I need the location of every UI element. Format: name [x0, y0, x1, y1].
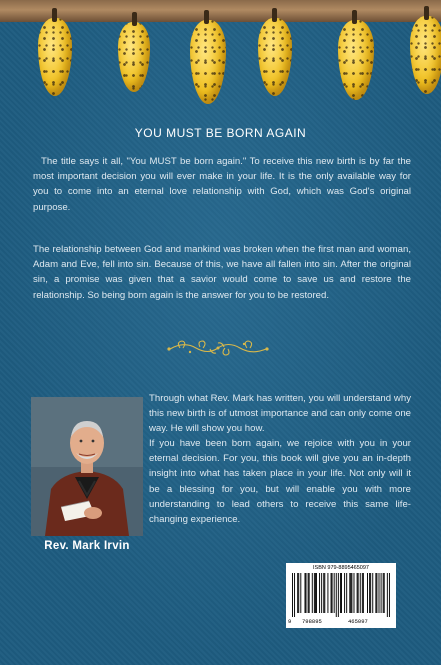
barcode-bar — [340, 573, 341, 613]
barcode-bar — [372, 573, 373, 613]
barcode-bar — [360, 573, 361, 613]
barcode-bar — [379, 573, 380, 613]
chrysalis-image — [338, 20, 374, 100]
barcode-bar — [370, 573, 371, 613]
author-paragraph: Through what Rev. Mark has written, you will understand why this new birth is of utmost importance and can only come one way. He will show you how. — [149, 393, 411, 435]
barcode-bar — [338, 573, 339, 617]
barcode-bar — [312, 573, 313, 613]
barcode-digit-group-right: 465097 — [348, 618, 368, 625]
barcode-bar — [319, 573, 320, 613]
barcode-bar — [336, 573, 337, 617]
barcode-bar — [308, 573, 309, 613]
barcode-bar — [298, 573, 299, 613]
barcode-bar — [387, 573, 388, 617]
barcode-bar — [300, 573, 301, 613]
barcode-bar — [351, 573, 352, 613]
intro-paragraph: The title says it all, "You MUST be born again." To receive this new birth is by far the most important decision you will ever make in your life. It is the only available way for you to come into an eternal love relationship with God, which was God's original purpose. — [33, 156, 411, 213]
chrysalis-image — [258, 18, 292, 96]
barcode-bar — [324, 573, 325, 613]
barcode-bar — [376, 573, 377, 613]
barcode-bar — [375, 573, 376, 613]
barcode-digit-group-left: 798895 — [302, 618, 322, 625]
barcode-bar — [362, 573, 363, 613]
barcode-bar — [305, 573, 306, 613]
chrysalis-image — [118, 22, 150, 92]
cover-title: YOU MUST BE BORN AGAIN — [134, 126, 307, 140]
barcode-bar — [297, 573, 298, 613]
barcode-digit-prefix: 9 — [288, 618, 292, 625]
barcode-bar — [309, 573, 310, 613]
author-photo — [31, 397, 143, 536]
barcode-block — [286, 563, 396, 628]
ornament-flourish-icon — [166, 339, 270, 357]
barcode-bar — [334, 573, 335, 613]
barcode-bar — [292, 573, 293, 617]
chrysalis-image — [38, 18, 72, 96]
barcode-bar — [354, 573, 355, 613]
barcode-bar — [341, 573, 342, 613]
rejoice-paragraph: If you have been born again, we rejoice with you in your eternal decision. For you, this book will give you an in-depth insight into what has taken place in your life. Not only will it be a blessing for you, but will enable you with more understanding to lead others to receive this same life-changing experience. — [149, 438, 411, 526]
barcode-bar — [332, 573, 333, 613]
barcode-bar — [389, 573, 390, 617]
barcode-bar — [321, 573, 322, 613]
relationship-paragraph: The relationship between God and mankind was broken when the first man and woman, Adam and Eve, fell into sin. Because of this, we have all fallen into sin. After the original sin, a promise was given that a savior would come to save us and restore the relationship. So being born again is the answer for you to be restored. — [33, 244, 411, 301]
barcode-bar — [350, 573, 351, 613]
barcode-bar — [344, 573, 345, 613]
barcode-bar — [383, 573, 384, 613]
wooden-branch — [0, 0, 441, 22]
chrysalis-image — [190, 20, 226, 104]
barcode-image — [292, 573, 390, 617]
barcode-bar — [369, 573, 370, 613]
barcode-bar — [331, 573, 332, 613]
barcode-bar — [357, 573, 358, 613]
barcode-bar — [346, 573, 347, 613]
isbn-label: ISBN 979-8895465097 — [313, 565, 369, 571]
barcode-bar — [367, 573, 368, 613]
barcode-bar — [294, 573, 295, 617]
barcode-bar — [315, 573, 316, 613]
barcode-bar — [314, 573, 315, 613]
barcode-bar — [349, 573, 350, 613]
barcode-bar — [363, 573, 364, 613]
barcode-bar — [384, 573, 385, 613]
barcode-bar — [358, 573, 359, 613]
barcode-bar — [323, 573, 324, 613]
author-caption: Rev. Mark Irvin — [44, 540, 130, 552]
barcode-bar — [381, 573, 382, 613]
barcode-bar — [327, 573, 328, 613]
barcode-bar — [316, 573, 317, 613]
barcode-bar — [306, 573, 307, 613]
chrysalis-image — [410, 16, 441, 94]
